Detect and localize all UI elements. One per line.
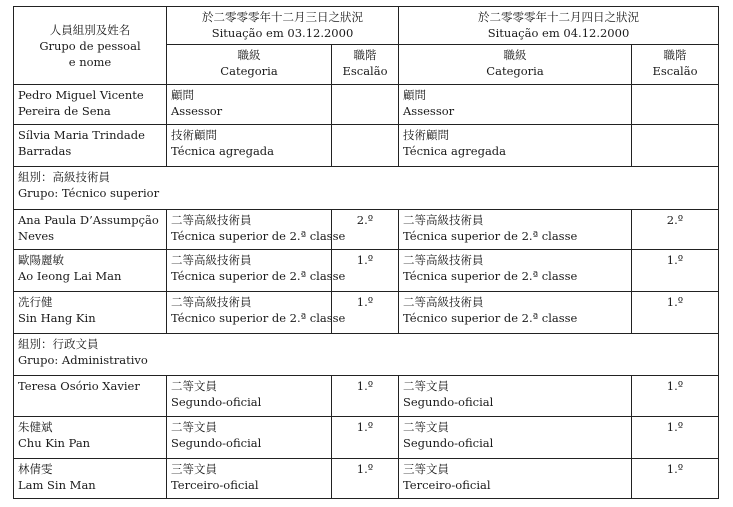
category-pt-2: Técnica superior de 2.ª classe [403,268,578,283]
staff-name-cell [14,249,167,291]
staff-name-line-2: Chu Kin Pan [18,435,91,450]
grade-cell-2 [632,416,719,458]
table-row [14,416,719,458]
grade-value-1: 1.º [356,419,374,434]
staff-name-line-2: Ao Ieong Lai Man [18,268,122,283]
grade-value-1: 1.º [356,461,374,476]
staff-name-line-1: Teresa Osório Xavier [18,379,140,394]
grade-cell-2 [632,458,719,498]
category-cell-2 [399,291,632,333]
category-zh-2: 二等文員 [403,419,449,434]
category-header-2-pt: Categoria [486,64,544,78]
category-zh-1: 二等文員 [171,379,217,394]
name-column-header [14,7,167,85]
staff-name-cell [14,458,167,498]
category-cell-1 [167,125,332,167]
category-cell-2 [399,458,632,498]
table-row [14,458,719,498]
table-row [14,291,719,333]
staff-name-line-2: Pereira de Sena [18,104,111,118]
grade-cell-2 [632,249,719,291]
staff-name-cell [14,85,167,125]
grade-cell-1 [332,85,399,125]
category-zh-2: 技術顧問 [403,128,449,143]
category-zh-2: 二等高級技術員 [403,252,484,267]
grade-value-1: 1.º [356,379,374,394]
category-zh-2: 三等文員 [403,461,449,476]
category-zh-2: 顧問 [403,88,426,102]
category-zh-1: 二等高級技術員 [171,212,252,227]
category-header-1 [167,45,332,85]
table-row [14,85,719,125]
category-zh-2: 二等高級技術員 [403,294,484,309]
period-1-header-pt: Situação em 03.12.2000 [211,26,354,40]
table-row [14,125,719,167]
grade-value-2: 1.º [666,252,684,267]
period-1-header [167,7,399,45]
category-cell-2 [399,125,632,167]
category-cell-1 [167,249,346,291]
grade-cell-1 [332,376,399,416]
category-cell-1 [167,416,332,458]
grade-header-2 [632,45,719,85]
staff-name-line-1: Sílvia Maria Trindade [18,128,145,143]
category-pt-1: Assessor [171,104,223,118]
grade-cell-2 [632,291,719,333]
grade-value-2: 1.º [666,419,684,434]
category-pt-2: Técnica superior de 2.ª classe [403,228,578,243]
grade-cell-1 [332,125,399,167]
staff-name-line-2: Sin Hang Kin [18,310,96,325]
category-pt-1: Técnica agregada [171,144,275,159]
period-2-header-zh: 於二零零零年十二月四日之狀況 [478,10,639,24]
category-header-1-zh: 職級 [237,48,261,62]
category-cell-2 [399,209,632,249]
group-heading [14,334,719,376]
staff-name-cell [14,376,167,416]
table-row [14,209,719,249]
staff-name-cell [14,416,167,458]
category-cell-1 [167,376,332,416]
staff-name-line-1: 冼行健 [18,294,53,309]
name-column-header-pt-1: Grupo de pessoal [39,38,141,53]
staff-name-cell [14,209,167,249]
grade-value-2: 1.º [666,294,684,309]
category-cell-1 [167,458,332,498]
category-pt-1: Terceiro-oficial [171,477,259,492]
grade-value-2: 2.º [666,212,684,227]
grade-value-1: 1.º [356,294,374,309]
category-cell-2 [399,376,632,416]
category-cell-2 [399,85,632,125]
group-heading-pt: Grupo: Administrativo [18,353,148,368]
staff-table-body [14,85,719,499]
grade-header-1-zh: 職階 [353,48,377,62]
grade-header-1 [332,45,399,85]
grade-header-2-pt: Escalão [652,64,698,78]
period-2-header-pt: Situação em 04.12.2000 [487,26,630,40]
grade-cell-2 [632,209,719,249]
grade-cell-2 [632,376,719,416]
grade-value-1: 1.º [356,252,374,267]
category-pt-2: Assessor [403,104,455,118]
category-header-1-pt: Categoria [220,64,278,78]
grade-cell-1 [332,458,399,498]
staff-name-line-1: 歐陽麗敏 [18,252,64,267]
period-1-header-zh: 於二零零零年十二月三日之狀況 [202,10,363,24]
category-zh-1: 技術顧問 [171,128,217,143]
category-pt-2: Terceiro-oficial [403,477,491,492]
table-row [14,376,719,416]
category-pt-2: Segundo-oficial [403,435,494,450]
category-zh-2: 二等高級技術員 [403,212,484,227]
group-heading-zh: 組別：高級技術員 [18,170,110,185]
category-zh-1: 二等文員 [171,419,217,434]
grade-value-2: 1.º [666,461,684,476]
group-heading-pt: Grupo: Técnico superior [18,186,160,201]
category-zh-1: 三等文員 [171,461,217,476]
category-zh-1: 顧問 [171,88,194,102]
staff-name-line-1: 林倩雯 [18,461,53,476]
group-heading [14,167,719,209]
grade-cell-1 [332,416,399,458]
category-header-2-zh: 職級 [503,48,527,62]
category-zh-1: 二等高級技術員 [171,252,252,267]
staff-name-line-2: Lam Sin Man [18,477,96,492]
category-pt-2: Segundo-oficial [403,395,494,410]
category-header-2 [399,45,632,85]
table-row [14,249,719,291]
grade-cell-2 [632,125,719,167]
name-column-header-pt-2: e nome [68,54,112,69]
category-pt-2: Técnico superior de 2.ª classe [403,310,578,325]
staff-name-line-1: Ana Paula D’Assumpção [18,212,159,227]
category-pt-1: Técnico superior de 2.ª classe [171,310,346,325]
grade-cell-2 [632,85,719,125]
category-cell-1 [167,85,332,125]
group-heading-row [14,167,719,209]
staff-name-cell [14,291,167,333]
category-pt-1: Segundo-oficial [171,435,262,450]
category-cell-1 [167,291,346,333]
period-2-header [399,7,719,45]
staff-name-cell [14,125,167,167]
category-zh-2: 二等文員 [403,379,449,394]
staff-name-line-1: Pedro Miguel Vicente [18,88,144,102]
category-zh-1: 二等高級技術員 [171,294,252,309]
staff-situation-table [13,6,719,499]
group-heading-zh: 組別：行政文員 [18,337,99,352]
category-pt-2: Técnica agregada [403,144,507,159]
grade-value-1: 2.º [356,212,374,227]
staff-name-line-2: Neves [18,228,55,243]
grade-header-2-zh: 職階 [663,48,687,62]
category-cell-2 [399,416,632,458]
staff-name-line-2: Barradas [18,144,72,159]
group-heading-row [14,334,719,376]
category-pt-1: Técnica superior de 2.ª classe [171,228,346,243]
grade-header-1-pt: Escalão [342,64,388,78]
category-cell-2 [399,249,632,291]
staff-name-line-1: 朱健斌 [18,419,53,434]
category-pt-1: Técnica superior de 2.ª classe [171,268,346,283]
category-cell-1 [167,209,346,249]
name-column-header-zh: 人員組別及姓名 [49,22,131,37]
category-pt-1: Segundo-oficial [171,395,262,410]
grade-value-2: 1.º [666,379,684,394]
